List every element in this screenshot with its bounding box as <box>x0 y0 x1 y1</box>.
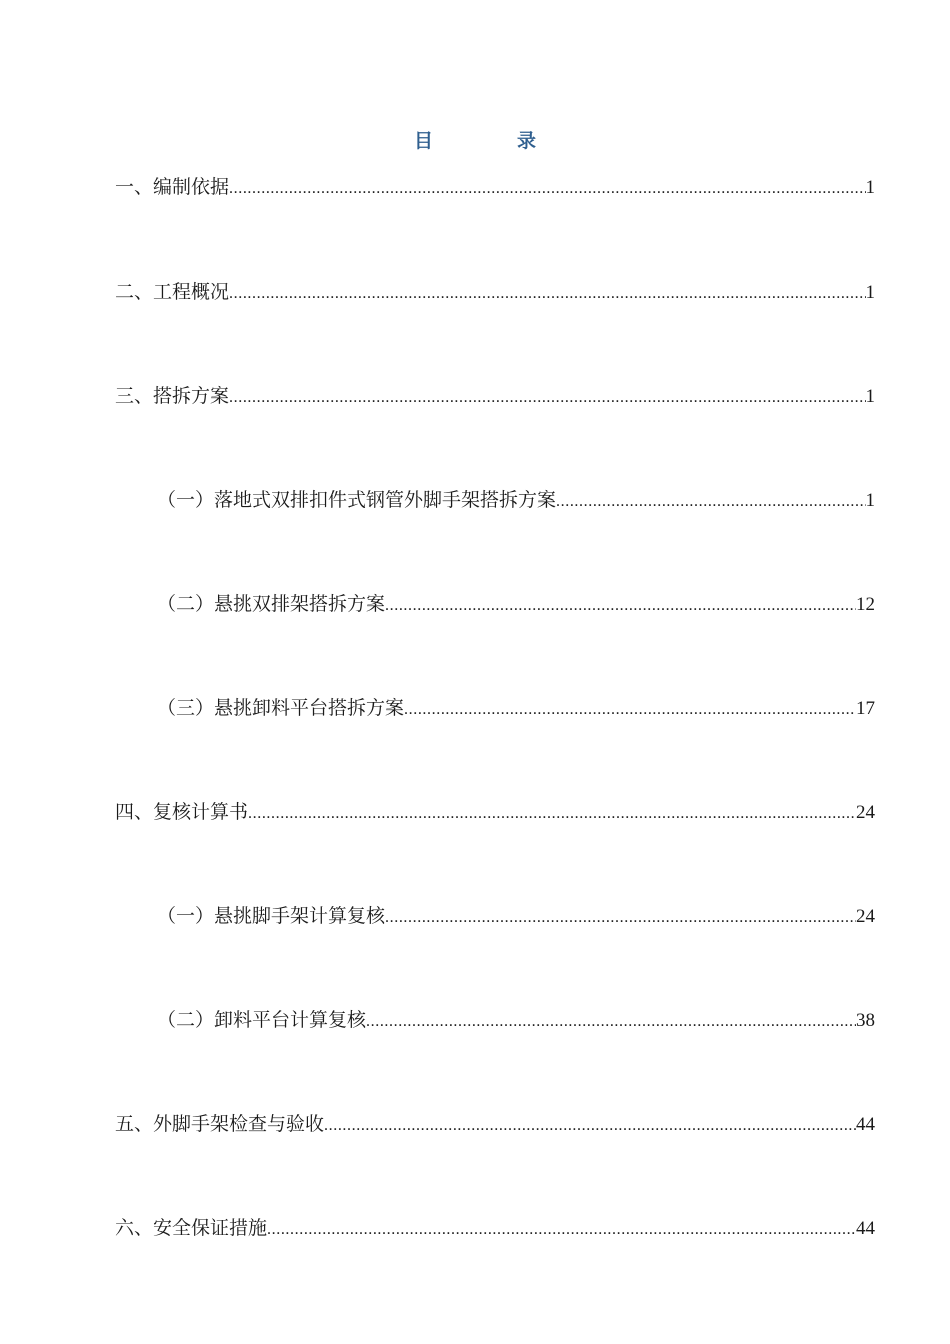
toc-dot-leader <box>556 489 865 515</box>
toc-entry-unloading-platform-calc[interactable] <box>157 1007 875 1033</box>
toc-entry-unloading-platform-plan[interactable] <box>157 695 875 721</box>
toc-entry-project-overview[interactable] <box>115 279 875 305</box>
toc-entry-label: 二、工程概况 <box>115 281 230 303</box>
toc-entry-floor-scaffold-plan[interactable] <box>157 487 875 513</box>
toc-entry-compilation-basis[interactable] <box>115 174 875 200</box>
toc-entry-page: 38 <box>856 1010 875 1031</box>
toc-entry-page: 44 <box>856 1218 875 1239</box>
toc-entry-page: 12 <box>856 594 875 615</box>
toc-entry-label: （一）落地式双排扣件式钢管外脚手架搭拆方案 <box>157 489 557 511</box>
toc-entry-page: 24 <box>856 802 875 823</box>
toc-dot-leader <box>248 801 856 827</box>
toc-entry-cantilever-scaffold-plan[interactable] <box>157 591 875 617</box>
toc-dot-leader <box>267 1217 856 1243</box>
toc-entry-page: 44 <box>856 1114 875 1135</box>
toc-title-left: 目 <box>413 130 433 152</box>
toc-entry-erection-plan[interactable] <box>115 383 875 409</box>
toc-dot-leader <box>229 385 865 411</box>
toc-entry-label: （三）悬挑卸料平台搭拆方案 <box>157 697 405 719</box>
toc-title-right: 录 <box>517 130 537 152</box>
toc-dot-leader <box>229 176 865 202</box>
toc-entry-label: 三、搭拆方案 <box>115 385 230 407</box>
toc-dot-leader <box>385 593 856 619</box>
toc-entry-label: （二）悬挑双排架搭拆方案 <box>157 593 386 615</box>
toc-entry-label: 一、编制依据 <box>115 176 230 198</box>
toc-entry-label: 四、复核计算书 <box>115 801 249 823</box>
toc-entry-page: 17 <box>856 698 875 719</box>
toc-entry-cantilever-scaffold-calc[interactable] <box>157 903 875 929</box>
toc-entry-label: 五、外脚手架检查与验收 <box>115 1113 325 1135</box>
toc-dot-leader <box>366 1009 856 1035</box>
toc-entry-label: （二）卸料平台计算复核 <box>157 1009 367 1031</box>
toc-entry-calculation-review[interactable] <box>115 799 875 825</box>
toc-entry-safety-measures[interactable] <box>115 1215 875 1241</box>
toc-entry-label: 六、安全保证措施 <box>115 1217 268 1239</box>
toc-dot-leader <box>404 697 856 723</box>
toc-entry-page: 1 <box>865 282 875 303</box>
toc-dot-leader <box>229 281 865 307</box>
toc-entry-page: 1 <box>865 386 875 407</box>
toc-entry-inspection-acceptance[interactable] <box>115 1111 875 1137</box>
toc-entry-page: 1 <box>865 177 875 198</box>
toc-entry-label: （一）悬挑脚手架计算复核 <box>157 905 386 927</box>
toc-dot-leader <box>385 905 856 931</box>
toc-entry-page: 24 <box>856 906 875 927</box>
toc-entry-page: 1 <box>865 490 875 511</box>
toc-dot-leader <box>324 1113 856 1139</box>
